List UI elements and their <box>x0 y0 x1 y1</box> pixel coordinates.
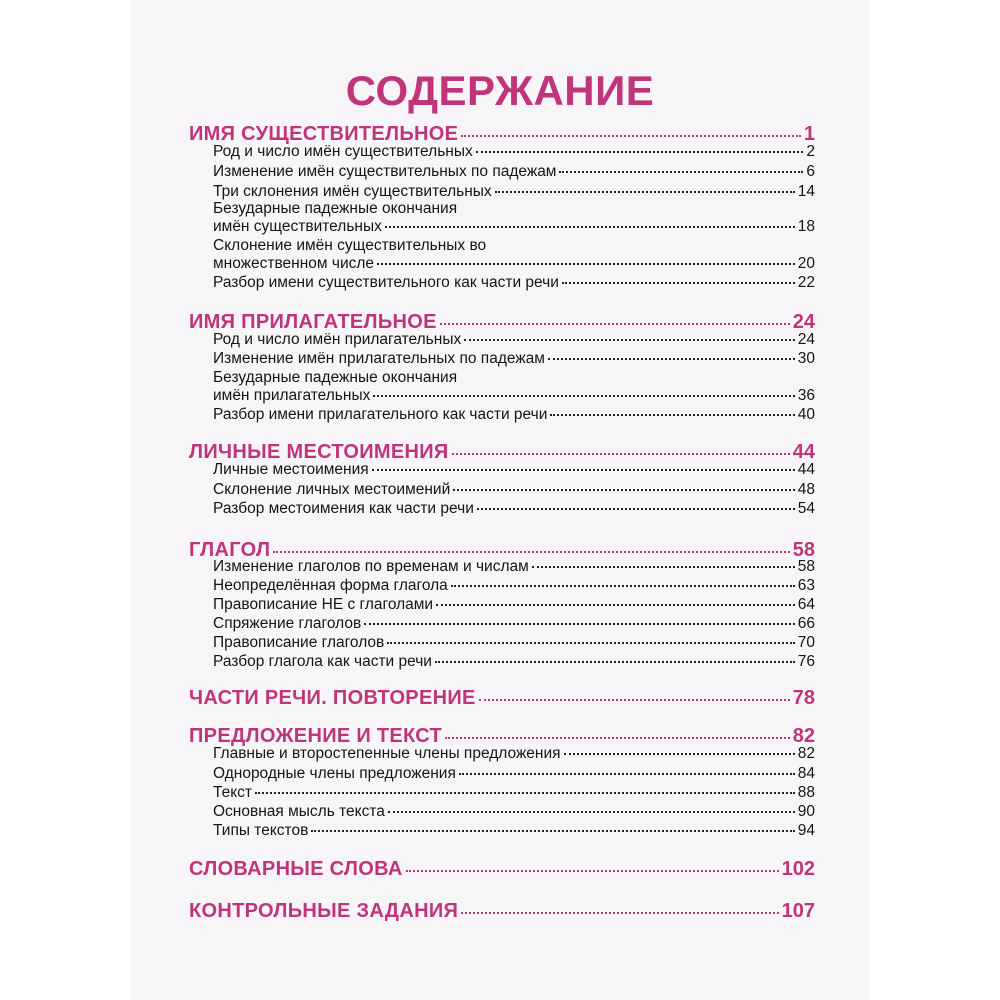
section-row <box>189 441 815 463</box>
item-title: имён прилагательных <box>213 387 371 404</box>
dot-leader <box>436 604 795 606</box>
item-row <box>213 461 815 479</box>
toc-item[interactable] <box>189 237 815 273</box>
item-title: Изменение имён прилагательных по падежам <box>213 350 545 367</box>
item-row <box>213 481 815 499</box>
item-row <box>213 634 815 652</box>
section-page-number: 82 <box>792 725 815 747</box>
section-title: СЛОВАРНЫЕ СЛОВА <box>189 858 403 880</box>
dot-leader <box>388 811 795 813</box>
item-row <box>213 406 815 424</box>
item-page-number: 14 <box>797 183 815 200</box>
item-page-number: 40 <box>797 406 815 423</box>
book-page <box>130 0 870 1000</box>
item-row <box>213 765 815 783</box>
item-row <box>213 653 815 671</box>
section-page-number: 44 <box>792 441 815 463</box>
item-title: Типы текстов <box>213 822 309 839</box>
item-page-number: 94 <box>797 822 815 839</box>
item-row <box>213 577 815 595</box>
toc-item[interactable] <box>189 615 815 633</box>
item-title: Род и число имён существительных <box>213 143 473 160</box>
section-page-number: 24 <box>792 311 815 333</box>
item-row <box>213 745 815 763</box>
item-page-number: 58 <box>797 558 815 575</box>
dot-leader <box>464 339 795 341</box>
dot-leader <box>364 623 795 625</box>
item-page-number: 6 <box>806 163 815 180</box>
dot-leader <box>372 469 795 471</box>
item-page-number: 82 <box>797 745 815 762</box>
dot-leader <box>451 585 795 587</box>
section-page-number: 58 <box>792 539 815 561</box>
dot-leader <box>479 699 790 701</box>
item-page-number: 2 <box>806 143 815 160</box>
section-title: ИМЯ ПРИЛАГАТЕЛЬНОЕ <box>189 311 437 333</box>
item-row <box>213 274 815 292</box>
toc-item[interactable] <box>189 481 815 499</box>
item-page-number: 30 <box>797 350 815 367</box>
toc-item[interactable] <box>189 558 815 576</box>
item-page-number: 18 <box>797 218 815 235</box>
item-row <box>213 183 815 201</box>
item-row <box>213 803 815 821</box>
section-row <box>189 858 815 880</box>
toc-item[interactable] <box>189 369 815 405</box>
section-title: ПРЕДЛОЖЕНИЕ И ТЕКСТ <box>189 725 443 747</box>
section-row <box>189 900 815 922</box>
item-row <box>213 350 815 368</box>
item-title: Род и число имён прилагательных <box>213 331 462 348</box>
toc-section[interactable] <box>189 123 815 145</box>
item-page-number: 20 <box>797 255 815 272</box>
dot-leader <box>440 323 790 325</box>
dot-leader <box>461 912 778 914</box>
item-title: Спряжение глаголов <box>213 615 362 632</box>
toc-item[interactable] <box>189 784 815 802</box>
toc-item[interactable] <box>189 200 815 236</box>
dot-leader <box>476 151 804 153</box>
dot-leader <box>562 282 795 284</box>
toc-section[interactable] <box>189 311 815 333</box>
dot-leader <box>495 191 795 193</box>
item-page-number: 44 <box>797 461 815 478</box>
dot-leader <box>548 358 795 360</box>
dot-leader <box>385 226 795 228</box>
item-title: Основная мысль текста <box>213 803 385 820</box>
section-row <box>189 123 815 145</box>
toc-item[interactable] <box>189 461 815 479</box>
item-title: Изменение глаголов по временам и числам <box>213 558 529 575</box>
item-title: Личные местоимения <box>213 461 369 478</box>
dot-leader <box>373 395 794 397</box>
item-page-number: 90 <box>797 803 815 820</box>
toc-item[interactable] <box>189 765 815 783</box>
dot-leader <box>406 870 779 872</box>
section-title: ИМЯ СУЩЕСТВИТЕЛЬНОЕ <box>189 123 459 145</box>
item-title: Склонение личных местоимений <box>213 481 451 498</box>
item-title-line1: Безударные падежные окончания <box>213 369 458 386</box>
item-title: Изменение имён существительных по падежам <box>213 163 557 180</box>
item-row <box>213 218 815 236</box>
item-row <box>213 615 815 633</box>
section-title: ЛИЧНЫЕ МЕСТОИМЕНИЯ <box>189 441 449 463</box>
toc-item[interactable] <box>189 634 815 652</box>
toc-section[interactable] <box>189 900 815 922</box>
dot-leader <box>387 642 794 644</box>
item-row <box>213 255 815 273</box>
item-title: Разбор глагола как части речи <box>213 653 432 670</box>
dot-leader <box>377 263 795 265</box>
dot-leader <box>461 135 801 137</box>
item-row <box>213 558 815 576</box>
toc-item[interactable] <box>189 406 815 424</box>
item-page-number: 24 <box>797 331 815 348</box>
dot-leader <box>255 792 795 794</box>
item-row <box>213 596 815 614</box>
dot-leader <box>311 830 794 832</box>
section-page-number: 107 <box>781 900 815 922</box>
page-title: СОДЕРЖАНИЕ <box>345 67 655 114</box>
dot-leader <box>452 453 790 455</box>
item-page-number: 64 <box>797 596 815 613</box>
section-title: КОНТРОЛЬНЫЕ ЗАДАНИЯ <box>189 900 459 922</box>
toc-item[interactable] <box>189 350 815 368</box>
item-page-number: 63 <box>797 577 815 594</box>
item-title: множественном числе <box>213 255 375 272</box>
item-title-line1: Склонение имён существительных во <box>213 237 487 254</box>
item-page-number: 76 <box>797 653 815 670</box>
toc-item[interactable] <box>189 653 815 671</box>
dot-leader <box>453 489 795 491</box>
dot-leader <box>273 551 789 553</box>
dot-leader <box>477 508 795 510</box>
item-title-line1: Безударные падежные окончания <box>213 200 458 217</box>
toc-item[interactable] <box>189 183 815 201</box>
toc-item[interactable] <box>189 577 815 595</box>
item-title: Разбор местоимения как части речи <box>213 500 474 517</box>
section-page-number: 1 <box>803 123 815 145</box>
dot-leader <box>550 414 794 416</box>
item-page-number: 66 <box>797 615 815 632</box>
item-page-number: 70 <box>797 634 815 651</box>
toc-item[interactable] <box>189 143 815 161</box>
toc-section[interactable] <box>189 725 815 747</box>
section-row <box>189 311 815 333</box>
section-page-number: 102 <box>781 858 815 880</box>
dot-leader <box>435 661 795 663</box>
toc-section[interactable] <box>189 687 815 709</box>
section-page-number: 78 <box>792 687 815 709</box>
item-row <box>213 143 815 161</box>
item-title: имён существительных <box>213 218 382 235</box>
item-row <box>213 163 815 181</box>
toc-item[interactable] <box>189 331 815 349</box>
section-title: ГЛАГОЛ <box>189 539 271 561</box>
item-title: Главные и второстепенные члены предложения <box>213 745 561 762</box>
dot-leader <box>445 737 790 739</box>
item-row <box>213 331 815 349</box>
item-title: Три склонения имён существительных <box>213 183 492 200</box>
toc-section[interactable] <box>189 858 815 880</box>
toc-item[interactable] <box>189 500 815 518</box>
toc-item[interactable] <box>189 745 815 763</box>
item-title: Правописание глаголов <box>213 634 385 651</box>
dot-leader <box>532 566 795 568</box>
dot-leader <box>559 171 803 173</box>
item-title: Разбор имени прилагательного как части речи <box>213 406 548 423</box>
toc-item[interactable] <box>189 274 815 292</box>
item-page-number: 36 <box>797 387 815 404</box>
toc-item[interactable] <box>189 822 815 840</box>
item-page-number: 54 <box>797 500 815 517</box>
section-row <box>189 687 815 709</box>
item-title: Правописание НЕ с глаголами <box>213 596 434 613</box>
toc-item[interactable] <box>189 596 815 614</box>
dot-leader <box>459 773 795 775</box>
item-page-number: 84 <box>797 765 815 782</box>
item-row <box>213 784 815 802</box>
toc-section[interactable] <box>189 441 815 463</box>
section-title: ЧАСТИ РЕЧИ. ПОВТОРЕНИЕ <box>189 687 476 709</box>
item-row <box>213 500 815 518</box>
dot-leader <box>564 753 795 755</box>
item-row <box>213 822 815 840</box>
item-page-number: 22 <box>797 274 815 291</box>
item-title: Текст <box>213 784 253 801</box>
item-title: Однородные члены предложения <box>213 765 456 782</box>
item-title: Разбор имени существительного как части речи <box>213 274 559 291</box>
toc-item[interactable] <box>189 803 815 821</box>
item-page-number: 88 <box>797 784 815 801</box>
item-title: Неопределённая форма глагола <box>213 577 448 594</box>
toc-item[interactable] <box>189 163 815 181</box>
item-row <box>213 387 815 405</box>
item-page-number: 48 <box>797 481 815 498</box>
section-row <box>189 725 815 747</box>
